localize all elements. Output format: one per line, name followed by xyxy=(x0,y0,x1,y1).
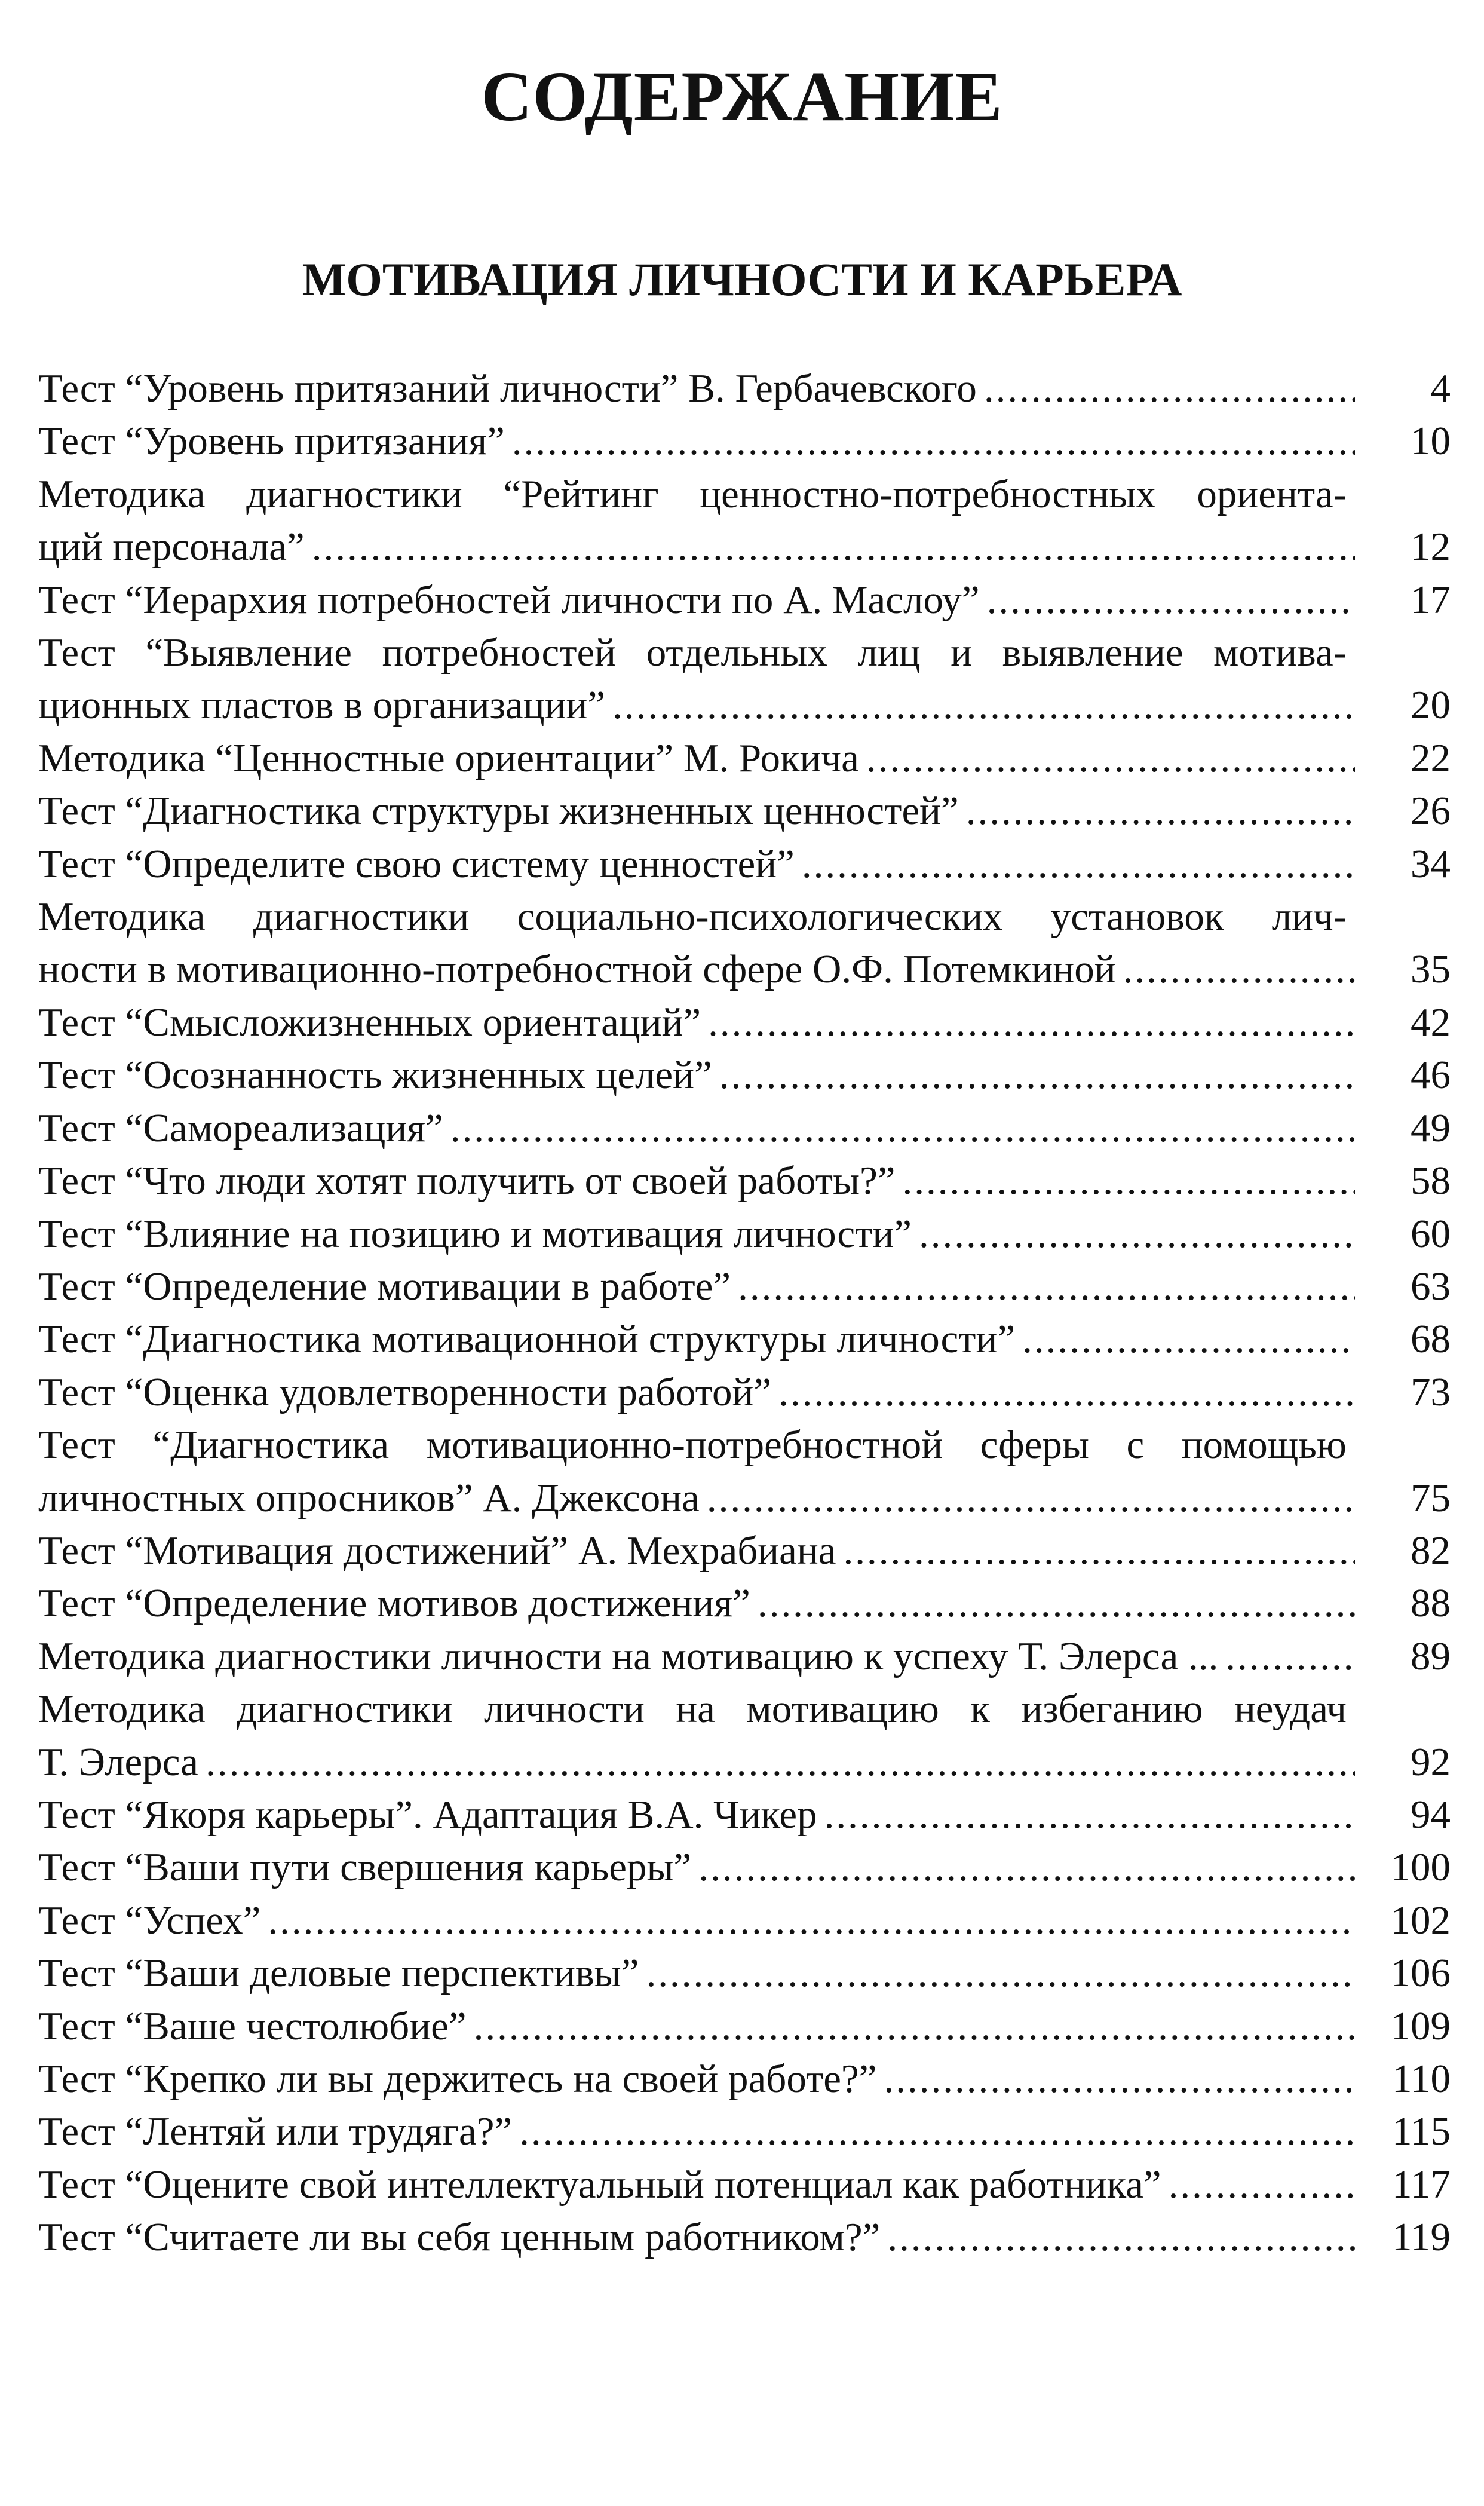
toc-page-number: 106 xyxy=(1390,1951,1451,1996)
toc-entry[interactable] xyxy=(38,1788,1451,1841)
toc-page-number: 73 xyxy=(1411,1370,1451,1414)
dot-leader xyxy=(887,2211,1355,2263)
toc-page-number: 115 xyxy=(1391,2109,1451,2154)
toc-entry-row xyxy=(38,520,1451,573)
toc-page-number: 26 xyxy=(1411,789,1451,834)
toc-entry-row xyxy=(38,2211,1451,2263)
toc-entry[interactable] xyxy=(38,1208,1451,1260)
toc-entry-row xyxy=(38,1841,1451,1894)
dot-leader xyxy=(1022,1313,1355,1365)
toc-entry-row xyxy=(38,1313,1451,1365)
toc-entry-row xyxy=(38,362,1451,415)
dot-leader xyxy=(708,996,1355,1049)
toc-entry-row xyxy=(38,996,1451,1049)
toc-entry-row xyxy=(38,838,1451,890)
dot-leader xyxy=(474,2000,1355,2052)
toc-entry-title: ности в мотивационно-потребностной сфере О.Ф. Потемкиной xyxy=(38,947,1116,992)
toc-entry[interactable] xyxy=(38,362,1451,415)
toc-page-number: 102 xyxy=(1390,1898,1451,1943)
dot-leader xyxy=(719,1049,1355,1101)
dot-leader xyxy=(206,1736,1355,1788)
toc-entry-row xyxy=(38,1788,1451,1841)
toc-entry-row xyxy=(38,1894,1451,1947)
dot-leader xyxy=(1123,943,1355,995)
dot-leader xyxy=(919,1208,1355,1260)
toc-entry-row xyxy=(38,574,1451,626)
toc-page-number: 63 xyxy=(1411,1264,1451,1309)
toc-entry-title: Тест “Ваши пути свершения карьеры” xyxy=(38,1845,692,1890)
dot-leader xyxy=(646,1947,1355,1999)
toc-entry-row xyxy=(38,1630,1451,1683)
toc-page-number: 34 xyxy=(1411,841,1451,886)
toc-entry-title: Тест “Иерархия потребностей личности по А. Маслоу” xyxy=(38,577,980,622)
toc-entry-title: Тест “Лентяй или трудяга?” xyxy=(38,2109,513,2154)
toc-entry-title: личностных опросников” А. Джексона xyxy=(38,1475,700,1520)
toc-entry[interactable] xyxy=(38,2000,1451,2052)
toc-entry[interactable] xyxy=(38,2158,1451,2211)
toc-entry-title: Тест “Оценка удовлетворенности работой” xyxy=(38,1370,772,1414)
toc-entry[interactable] xyxy=(38,1894,1451,1947)
dot-leader xyxy=(698,1841,1355,1894)
dot-leader xyxy=(1225,1630,1355,1683)
toc-page-number: 49 xyxy=(1411,1105,1451,1150)
toc-entry-row xyxy=(38,1524,1451,1577)
toc-entry[interactable] xyxy=(38,1630,1451,1683)
toc-entry-row xyxy=(38,1154,1451,1207)
toc-entry-title: Тест “Диагностика структуры жизненных ценностей” xyxy=(38,789,959,834)
toc-entry-row xyxy=(38,2052,1451,2105)
toc-page-number: 35 xyxy=(1411,947,1451,992)
page-title: СОДЕРЖАНИЕ xyxy=(481,57,1003,136)
toc-entry[interactable] xyxy=(38,1577,1451,1629)
toc-entry-row xyxy=(38,1736,1451,1788)
toc-page-number: 89 xyxy=(1411,1634,1451,1678)
toc-entry-title-line: Методика диагностики “Рейтинг ценностно-потребностных ориента- xyxy=(38,471,1347,516)
toc-entry-title: Тест “Самореализация” xyxy=(38,1105,443,1150)
toc-entry-title: Тест “Диагностика мотивационной структуры личности” xyxy=(38,1317,1016,1362)
toc-entry[interactable] xyxy=(38,626,1451,732)
toc-page-number: 75 xyxy=(1411,1475,1451,1520)
toc-entry[interactable] xyxy=(38,732,1451,785)
toc-entry[interactable] xyxy=(38,785,1451,837)
toc-page-number: 22 xyxy=(1411,736,1451,780)
toc-page-number: 46 xyxy=(1411,1053,1451,1098)
section-heading: МОТИВАЦИЯ ЛИЧНОСТИ И КАРЬЕРА xyxy=(302,253,1182,305)
dot-leader xyxy=(1169,2158,1355,2211)
toc-entry-title: Тест “Якоря карьеры”. Адаптация В.А. Чикер xyxy=(38,1792,817,1837)
toc-entry[interactable] xyxy=(38,1419,1451,1524)
toc-entry-title: Тест “Определите свою систему ценностей” xyxy=(38,841,795,886)
toc-entry-title-line: Методика диагностики социально-психологических установок лич- xyxy=(38,894,1347,939)
toc-entry[interactable] xyxy=(38,2211,1451,2263)
toc-page-number: 100 xyxy=(1390,1845,1451,1890)
dot-leader xyxy=(984,362,1355,415)
toc-page-number: 119 xyxy=(1391,2215,1451,2260)
toc-entry-title: ций персонала” xyxy=(38,525,305,569)
toc-page-number: 92 xyxy=(1411,1739,1451,1784)
toc-entry[interactable] xyxy=(38,2052,1451,2105)
toc-entry-row xyxy=(38,2105,1451,2158)
toc-page-number: 10 xyxy=(1411,419,1451,464)
dot-leader xyxy=(312,520,1355,573)
dot-leader xyxy=(512,415,1355,467)
toc-entry-row xyxy=(38,679,1451,731)
toc-entry-row xyxy=(38,415,1451,467)
toc-entry[interactable] xyxy=(38,1154,1451,1207)
toc-entry[interactable] xyxy=(38,1260,1451,1313)
toc-page-number: 17 xyxy=(1411,577,1451,622)
toc-entry-title: Т. Элерса xyxy=(38,1739,199,1784)
dot-leader xyxy=(884,2052,1355,2105)
toc-page-number: 68 xyxy=(1411,1317,1451,1362)
dot-leader xyxy=(778,1366,1355,1419)
toc-page-number: 94 xyxy=(1411,1792,1451,1837)
toc-entry-title: Тест “Ваше честолюбие” xyxy=(38,2003,467,2048)
toc-entry[interactable] xyxy=(38,1313,1451,1365)
toc-entry-title: Тест “Успех” xyxy=(38,1898,261,1943)
toc-entry-row xyxy=(38,1208,1451,1260)
dot-leader xyxy=(844,1524,1356,1577)
dot-leader xyxy=(268,1894,1355,1947)
toc-entry-row xyxy=(38,1947,1451,1999)
dot-leader xyxy=(707,1472,1355,1524)
dot-leader xyxy=(903,1154,1355,1207)
toc-entry[interactable] xyxy=(38,838,1451,890)
toc-entry-title: Тест “Влияние на позицию и мотивация личности” xyxy=(38,1211,912,1256)
toc-page-number: 58 xyxy=(1411,1159,1451,1203)
toc-entry[interactable] xyxy=(38,1102,1451,1154)
dot-leader xyxy=(738,1260,1355,1313)
toc-entry-title: Методика диагностики личности на мотивацию к успеху Т. Элерса ... xyxy=(38,1634,1219,1678)
toc-page-number: 88 xyxy=(1411,1581,1451,1626)
toc-entry-row xyxy=(38,732,1451,785)
toc-entry[interactable] xyxy=(38,468,1451,574)
toc-entry-title-line: Методика диагностики личности на мотивацию к избеганию неудач xyxy=(38,1687,1347,1732)
toc-entry-title: Тест “Что люди хотят получить от своей работы?” xyxy=(38,1159,896,1203)
toc-entry[interactable] xyxy=(38,1524,1451,1577)
toc-entry[interactable] xyxy=(38,1366,1451,1419)
dot-leader xyxy=(758,1577,1355,1629)
toc-entry-title: Методика “Ценностные ориентации” М. Рокича xyxy=(38,736,859,780)
dot-leader xyxy=(802,838,1355,890)
toc-entry[interactable] xyxy=(38,574,1451,626)
toc-entry[interactable] xyxy=(38,415,1451,467)
toc-entry-title: Тест “Считаете ли вы себя ценным работником?” xyxy=(38,2215,881,2260)
toc-entry-row xyxy=(38,1102,1451,1154)
toc-entry-row xyxy=(38,1049,1451,1101)
toc-entry-title-line: Тест “Диагностика мотивационно-потребностной сферы с помощью xyxy=(38,1423,1347,1468)
dot-leader xyxy=(987,574,1355,626)
dot-leader xyxy=(824,1788,1355,1841)
table-of-contents xyxy=(38,362,1451,2264)
toc-entry-title: Тест “Смысложизненных ориентаций” xyxy=(38,1000,701,1044)
toc-page-number: 60 xyxy=(1411,1211,1451,1256)
toc-entry-row xyxy=(38,785,1451,837)
dot-leader xyxy=(612,679,1355,731)
toc-entry-title: Тест “Осознанность жизненных целей” xyxy=(38,1053,712,1098)
toc-entry-title: ционных пластов в организации” xyxy=(38,683,606,728)
toc-page-number: 4 xyxy=(1430,366,1451,410)
dot-leader xyxy=(966,785,1355,837)
toc-page-number: 42 xyxy=(1411,1000,1451,1044)
toc-entry[interactable] xyxy=(38,996,1451,1049)
toc-entry-title: Тест “Ваши деловые перспективы” xyxy=(38,1951,639,1996)
toc-entry-row xyxy=(38,2158,1451,2211)
toc-entry[interactable] xyxy=(38,1841,1451,1894)
toc-page-number: 20 xyxy=(1411,683,1451,728)
toc-entry[interactable] xyxy=(38,1049,1451,1101)
toc-entry-title: Тест “Крепко ли вы держитесь на своей работе?” xyxy=(38,2057,877,2101)
toc-entry-row xyxy=(38,2000,1451,2052)
toc-page-number: 110 xyxy=(1391,2057,1451,2101)
toc-entry[interactable] xyxy=(38,1683,1451,1788)
toc-entry-title: Тест “Оцените свой интеллектуальный потенциал как работника” xyxy=(38,2162,1161,2207)
toc-entry[interactable] xyxy=(38,1947,1451,1999)
toc-entry-row xyxy=(38,1577,1451,1629)
toc-entry-title: Тест “Уровень притязаний личности” В. Гербачевского xyxy=(38,366,977,410)
toc-page-number: 82 xyxy=(1411,1528,1451,1573)
dot-leader xyxy=(519,2105,1355,2158)
toc-page-number: 109 xyxy=(1390,2003,1451,2048)
toc-entry[interactable] xyxy=(38,890,1451,996)
toc-entry[interactable] xyxy=(38,2105,1451,2158)
toc-entry-row xyxy=(38,1260,1451,1313)
dot-leader xyxy=(450,1102,1355,1154)
toc-entry-title: Тест “Определение мотивов достижения” xyxy=(38,1581,750,1626)
toc-entry-row xyxy=(38,943,1451,995)
toc-page-number: 12 xyxy=(1411,525,1451,569)
toc-entry-title: Тест “Уровень притязания” xyxy=(38,419,505,464)
toc-entry-title-line: Тест “Выявление потребностей отдельных лиц и выявление мотива- xyxy=(38,630,1347,675)
toc-entry-title: Тест “Определение мотивации в работе” xyxy=(38,1264,731,1309)
dot-leader xyxy=(866,732,1355,785)
toc-page-number: 117 xyxy=(1391,2162,1451,2207)
toc-entry-row xyxy=(38,1366,1451,1419)
toc-entry-title: Тест “Мотивация достижений” А. Мехрабиана xyxy=(38,1528,836,1573)
toc-entry-row xyxy=(38,1472,1451,1524)
